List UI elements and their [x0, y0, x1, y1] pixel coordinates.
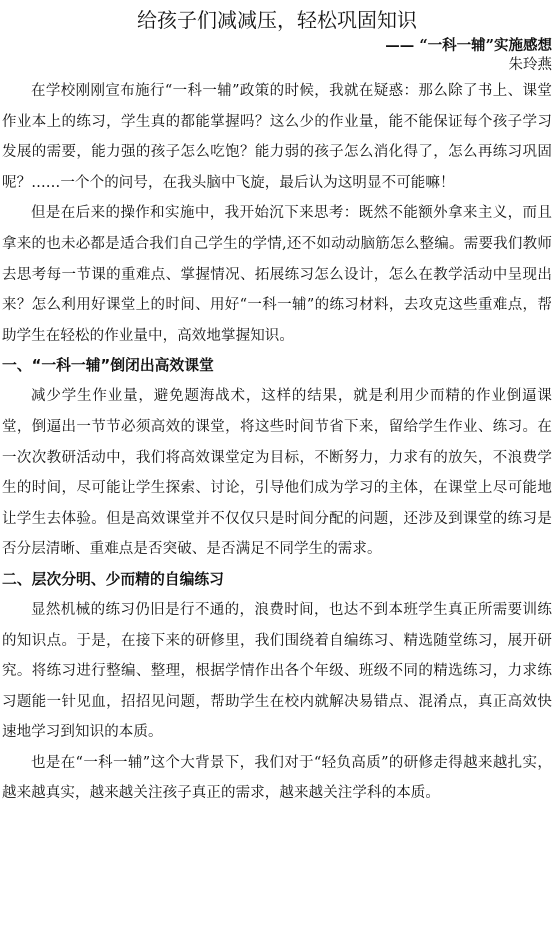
section-heading-2: 二、层次分明、少而精的自编练习 — [2, 570, 224, 588]
document-subtitle: —— “一科一辅”实施感想 — [385, 37, 552, 54]
paragraph-conclusion: 也是在“一科一辅”这个大背景下，我们对于“轻负高质”的研修走得越来越扎实，越来越真实，越来越关注孩子真正的需求，越来越关注学科的本质。 — [2, 754, 552, 802]
paragraph-intro: 在学校刚刚宣布施行“一科一辅”政策的时候，我就在疑惑：那么除了书上、课堂作业本上的练习，学生真的都能掌握吗？这么少的作业量，能不能保证每个孩子学习发展的需要，能力强的孩子怎么吃饱？能力弱的孩子怎么消化得了，怎么再练习巩固呢？……一个个的问号，在我头脑中飞旋，最后认为这明显不可能嘛！ — [2, 83, 552, 191]
paragraph-section-1: 减少学生作业量，避免题海战术，这样的结果，就是利用少而精的作业倒逼课堂，倒逼出一节节必须高效的课堂，将这些时间节省下来，留给学生作业、练习。在一次次教研活动中，我们将高效课堂定为目标，不断努力，力求有的放矢，不浪费学生的时间，尽可能让学生探索、讨论，引导他们成为学习的主体，在课堂上尽可能地让学生去体验。但是高效课堂并不仅仅只是时间分配的问题，还涉及到课堂的练习是否分层清晰、重难点是否突破、是否满足不同学生的需求。 — [2, 388, 552, 558]
paragraph-reflection: 但是在后来的操作和实施中，我开始沉下来思考：既然不能额外拿来主义，而且拿来的也未必都是适合我们自己学生的学情,还不如动动脑筋怎么整编。需要我们教师去思考每一节课的重难点、掌握情况、拓展练习怎么设计，怎么在教学活动中呈现出来？怎么利用好课堂上的时间、用好“一科一辅”的练习材料，去攻克这些重难点，帮助学生在轻松的作业量中，高效地掌握知识。 — [2, 205, 552, 344]
document-title: 给孩子们减减压，轻松巩固知识 — [137, 8, 417, 32]
document-author: 朱玲燕 — [508, 57, 552, 73]
section-heading-1: 一、“一科一辅”倒闭出高效课堂 — [2, 357, 214, 375]
paragraph-section-2: 显然机械的练习仍旧是行不通的，浪费时间，也达不到本班学生真正所需要训练的知识点。于是，在接下来的研修里，我们围绕着自编练习、精选随堂练习，展开研究。将练习进行整编、整理，根据学情作出各个年级、班级不同的精选练习，力求练习题能一针见血，招招见问题，帮助学生在校内就解决易错点、混淆点，真正高效快速地学习到知识的本质。 — [2, 601, 552, 741]
